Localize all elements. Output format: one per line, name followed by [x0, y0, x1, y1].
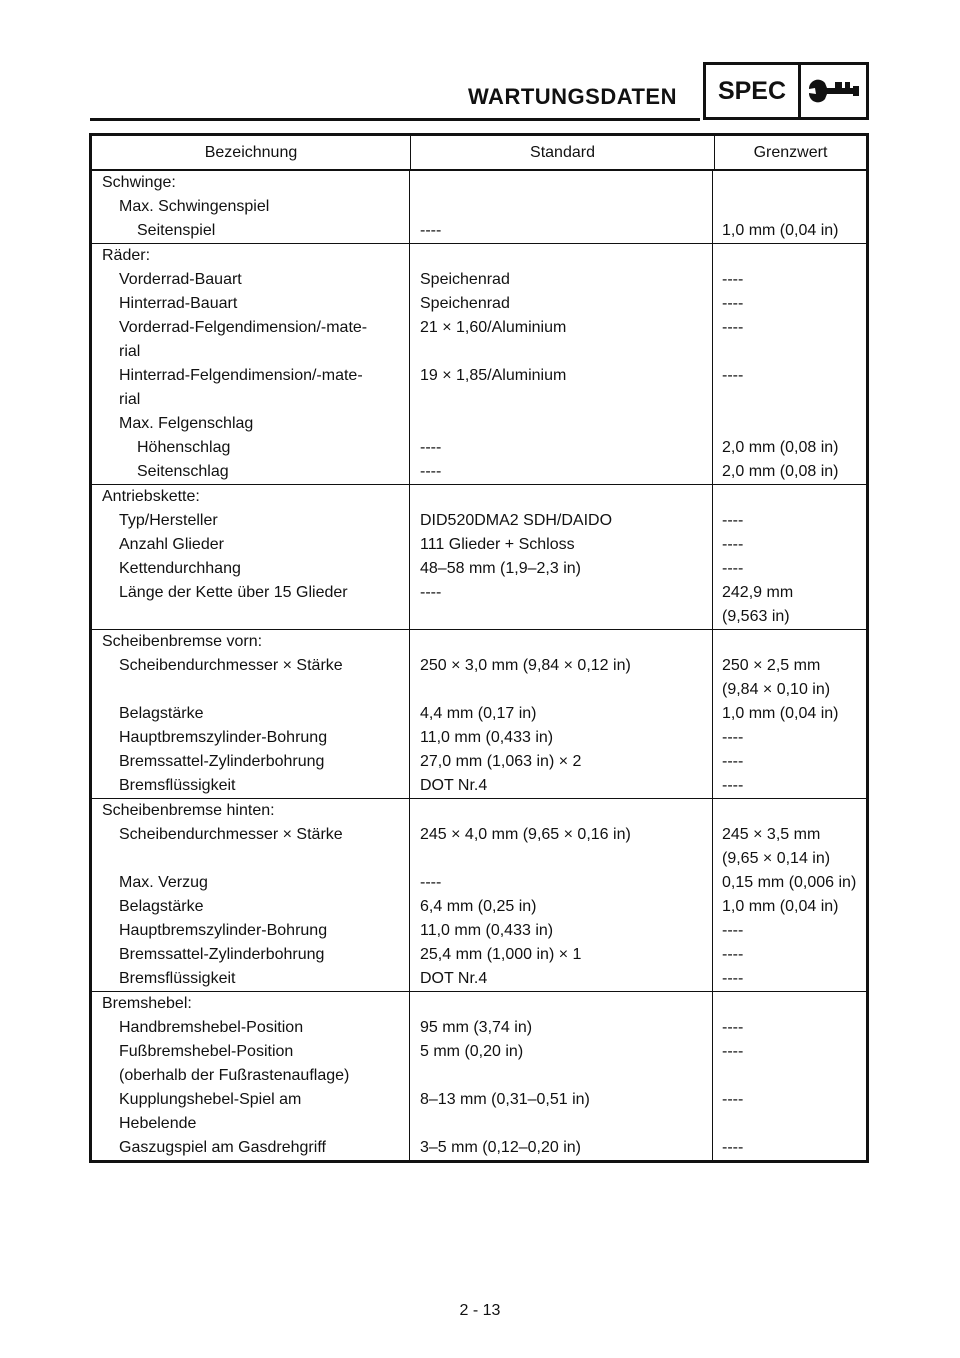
row-limit-value: ---- — [722, 753, 744, 770]
row-limit-value: 250 × 2,5 mm (9,84 × 0,10 in) — [722, 657, 831, 698]
row-limit-value: ---- — [722, 1091, 744, 1108]
row-label: Kupplungshebel-Spiel am Hebelende — [119, 1091, 302, 1132]
empty-cell — [420, 485, 708, 509]
table-header — [92, 136, 866, 171]
column-header-standard: Standard — [411, 136, 715, 169]
section-title: Scheibenbremse vorn: — [102, 633, 263, 650]
table-section — [92, 992, 866, 1160]
row-standard-value: 111 Glieder + Schloss — [420, 536, 575, 553]
row-label: Länge der Kette über 15 Glieder — [119, 584, 348, 601]
section-title: Schwinge: — [102, 174, 176, 191]
row-label: Scheibendurchmesser × Stärke — [119, 826, 343, 843]
standard-column — [410, 485, 713, 629]
row-standard-value: 3–5 mm (0,12–0,20 in) — [420, 1139, 581, 1156]
empty-cell — [420, 799, 708, 823]
row-limit-value: ---- — [722, 536, 744, 553]
page-title: WARTUNGSDATEN — [468, 84, 677, 109]
table-body — [92, 171, 866, 1160]
row-label: Max. Schwingenspiel — [119, 198, 270, 215]
row-limit-value: 2,0 mm (0,08 in) — [722, 439, 839, 456]
empty-cell — [722, 630, 862, 654]
row-standard-value — [420, 412, 708, 436]
empty-cell — [722, 244, 862, 268]
row-limit-value: 1,0 mm (0,04 in) — [722, 898, 839, 915]
row-label: Vorderrad-Felgendimension/-mate- rial — [119, 319, 368, 360]
limit-column — [713, 171, 866, 243]
standard-column — [410, 992, 713, 1160]
wrench-icon — [801, 65, 866, 117]
table-section — [92, 244, 866, 485]
row-standard-value: DOT Nr.4 — [420, 970, 488, 987]
row-standard-value: 21 × 1,60/Aluminium — [420, 319, 567, 336]
row-limit-value: 1,0 mm (0,04 in) — [722, 222, 839, 239]
row-label: Kettendurchhang — [119, 560, 241, 577]
standard-column — [410, 630, 713, 798]
row-limit-value: ---- — [722, 367, 744, 384]
section-title: Bremshebel: — [102, 995, 192, 1012]
limit-column — [713, 244, 866, 484]
label-column — [92, 171, 410, 243]
row-label: Belagstärke — [119, 898, 204, 915]
row-limit-value: ---- — [722, 970, 744, 987]
row-standard-value: 25,4 mm (1,000 in) × 1 — [420, 946, 582, 963]
row-limit-value: ---- — [722, 729, 744, 746]
standard-column — [410, 171, 713, 243]
header-rule — [90, 118, 700, 121]
row-standard-value: 95 mm (3,74 in) — [420, 1019, 533, 1036]
row-label: Seitenschlag — [137, 463, 229, 480]
row-standard-value: 11,0 mm (0,433 in) — [420, 729, 554, 746]
row-label: Seitenspiel — [137, 222, 216, 239]
section-title: Räder: — [102, 247, 151, 264]
row-standard-value: 27,0 mm (1,063 in) × 2 — [420, 753, 582, 770]
row-limit-value: 0,15 mm (0,006 in) — [722, 874, 857, 891]
row-standard-value: ---- — [420, 222, 442, 239]
label-column — [92, 630, 410, 798]
row-label: Anzahl Glieder — [119, 536, 224, 553]
row-label: Max. Felgenschlag — [119, 415, 254, 432]
section-title: Antriebskette: — [102, 488, 200, 505]
row-label: Hinterrad-Felgendimension/-mate- rial — [119, 367, 363, 408]
row-label: Handbremshebel-Position — [119, 1019, 304, 1036]
row-limit-value: ---- — [722, 512, 744, 529]
row-standard-value: 8–13 mm (0,31–0,51 in) — [420, 1091, 590, 1108]
row-standard-value: 4,4 mm (0,17 in) — [420, 705, 537, 722]
empty-cell — [722, 485, 862, 509]
row-label: Höhenschlag — [137, 439, 231, 456]
limit-column — [713, 992, 866, 1160]
spec-badge: SPEC — [706, 65, 801, 117]
standard-column — [410, 244, 713, 484]
empty-cell — [420, 630, 708, 654]
page-number: 2 - 13 — [459, 1302, 501, 1319]
row-label: Vorderrad-Bauart — [119, 271, 242, 288]
row-limit-value: ---- — [722, 777, 744, 794]
row-label: Max. Verzug — [119, 874, 208, 891]
row-limit-value: 2,0 mm (0,08 in) — [722, 463, 839, 480]
row-label: Fußbremshebel-Position (oberhalb der Fußrastenauflage) — [119, 1043, 350, 1084]
row-label: Hauptbremszylinder-Bohrung — [119, 729, 328, 746]
row-limit-value: ---- — [722, 295, 744, 312]
limit-column — [713, 630, 866, 798]
row-limit-value: ---- — [722, 1019, 744, 1036]
row-label: Bremsflüssigkeit — [119, 777, 236, 794]
spec-badge-box — [703, 62, 869, 120]
empty-cell — [722, 171, 862, 195]
empty-cell — [722, 799, 862, 823]
empty-cell — [722, 992, 862, 1016]
table-section — [92, 171, 866, 244]
row-limit-value: 242,9 mm (9,563 in) — [722, 584, 794, 625]
row-label: Bremsflüssigkeit — [119, 970, 236, 987]
empty-cell — [420, 992, 708, 1016]
row-limit-value: 245 × 3,5 mm (9,65 × 0,14 in) — [722, 826, 831, 867]
row-standard-value: 6,4 mm (0,25 in) — [420, 898, 537, 915]
section-title: Scheibenbremse hinten: — [102, 802, 275, 819]
row-standard-value: 5 mm (0,20 in) — [420, 1043, 524, 1060]
table-section — [92, 799, 866, 992]
row-standard-value: DOT Nr.4 — [420, 777, 488, 794]
table-section — [92, 630, 866, 799]
row-label: Hinterrad-Bauart — [119, 295, 238, 312]
label-column — [92, 992, 410, 1160]
spec-table — [89, 133, 869, 1163]
row-limit-value: ---- — [722, 1139, 744, 1156]
limit-column — [713, 799, 866, 991]
column-header-grenzwert: Grenzwert — [753, 143, 828, 161]
row-standard-value: ---- — [420, 463, 442, 480]
empty-cell — [420, 171, 708, 195]
row-standard-value: 48–58 mm (1,9–2,3 in) — [420, 560, 581, 577]
row-standard-value: DID520DMA2 SDH/DAIDO — [420, 512, 613, 529]
row-limit-value — [722, 412, 862, 436]
row-standard-value: Speichenrad — [420, 295, 510, 312]
row-standard-value — [420, 195, 708, 219]
row-label: Typ/Hersteller — [119, 512, 218, 529]
table-section — [92, 485, 866, 630]
row-limit-value: ---- — [722, 560, 744, 577]
label-column — [92, 485, 410, 629]
limit-column — [713, 485, 866, 629]
standard-column — [410, 799, 713, 991]
empty-cell — [420, 244, 708, 268]
row-limit-value — [722, 195, 862, 219]
row-label: Hauptbremszylinder-Bohrung — [119, 922, 328, 939]
row-label: Gaszugspiel am Gasdrehgriff — [119, 1139, 326, 1156]
label-column — [92, 244, 410, 484]
row-standard-value: ---- — [420, 584, 442, 601]
row-standard-value: Speichenrad — [420, 271, 510, 288]
row-limit-value: ---- — [722, 271, 744, 288]
row-standard-value: 245 × 4,0 mm (9,65 × 0,16 in) — [420, 826, 631, 843]
row-standard-value: ---- — [420, 439, 442, 456]
row-limit-value: ---- — [722, 946, 744, 963]
row-label: Belagstärke — [119, 705, 204, 722]
row-standard-value: 11,0 mm (0,433 in) — [420, 922, 554, 939]
row-standard-value: 19 × 1,85/Aluminium — [420, 367, 567, 384]
row-standard-value: ---- — [420, 874, 442, 891]
row-standard-value: 250 × 3,0 mm (9,84 × 0,12 in) — [420, 657, 631, 674]
column-header-bezeichnung: Bezeichnung — [92, 136, 411, 169]
row-label: Bremssattel-Zylinderbohrung — [119, 753, 325, 770]
row-label: Bremssattel-Zylinderbohrung — [119, 946, 325, 963]
row-limit-value: ---- — [722, 922, 744, 939]
row-limit-value: ---- — [722, 1043, 744, 1060]
row-limit-value: ---- — [722, 319, 744, 336]
label-column — [92, 799, 410, 991]
row-label: Scheibendurchmesser × Stärke — [119, 657, 343, 674]
row-limit-value: 1,0 mm (0,04 in) — [722, 705, 839, 722]
